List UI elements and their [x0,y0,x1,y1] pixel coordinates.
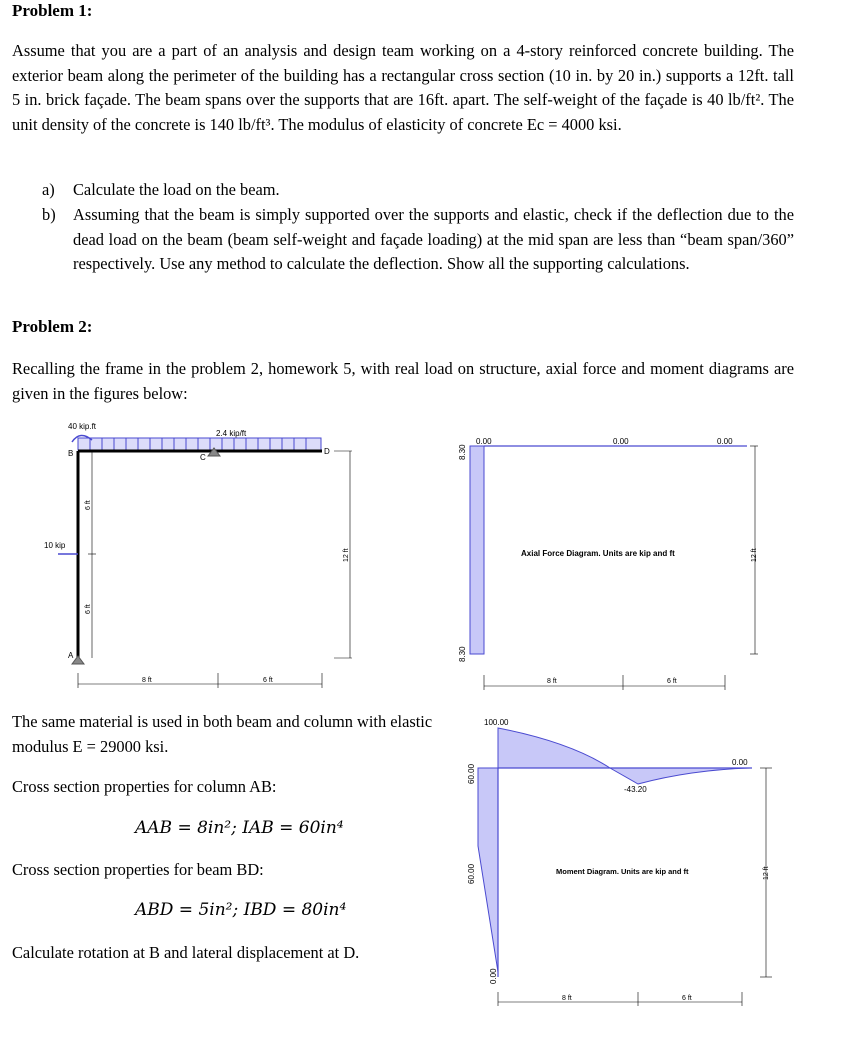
axial-beam-b-value: 0.00 [476,437,492,446]
distributed-load [78,438,321,450]
node-a-label: A [68,651,74,660]
moment-beam-b-value: 100.00 [484,718,509,727]
task-statement: Calculate rotation at B and lateral displacement at D. [12,943,360,962]
moment-col-bottom-value: 0.00 [489,968,498,984]
pin-support-icon [72,656,84,664]
moment-beam-positive-fill [498,728,610,768]
left-span-dimension: 8 ft [142,677,152,684]
axial-beam-d-value: 0.00 [717,437,733,446]
axial-left-span: 8 ft [547,678,557,685]
column-properties-equation: AAB = 8in²; IAB = 60in⁴ [135,818,344,838]
beam-properties-label: Cross section properties for beam BD: [12,860,264,879]
moment-col-top-value: 60.00 [467,763,476,784]
axial-force-figure [455,430,775,692]
moment-figure [460,712,780,1012]
moment-beam-d-value: 0.00 [732,758,748,767]
right-span-dimension: 6 ft [263,677,273,684]
moment-height-dimension: 12 ft [763,866,770,880]
problem-1-heading: Problem 1: [12,1,93,20]
problem-2-heading: Problem 2: [12,317,93,336]
list-item-text: Assuming that the beam is simply supported over the supports and elastic, check if the deflection due to the dead load on the beam (beam self-weight and façade loading) at the mid span are less than “beam span/360” respectively. Use any method to calculate the deflection. Show all the supporting calculations. [73,205,794,274]
node-d-label: D [324,447,330,456]
moment-diagram-title: Moment Diagram. Units are kip and ft [556,867,689,876]
problem-2-intro: Recalling the frame in the problem 2, homework 5, with real load on structure, axial force and moment diagrams are given in the figures below: [12,359,794,403]
moment-label: 40 kip.ft [68,422,97,431]
column-properties-label: Cross section properties for column AB: [12,777,277,796]
node-c-label: C [200,453,206,462]
distributed-load-label: 2.4 kip/ft [216,429,247,438]
moment-beam-c-value: -43.20 [624,785,647,794]
frame-figure [30,418,360,698]
list-item-text: Calculate the load on the beam. [73,180,280,199]
axial-right-span: 6 ft [667,678,677,685]
list-marker: b) [42,205,56,224]
axial-diagram-title: Axial Force Diagram. Units are kip and ft [521,549,675,558]
axial-height-dimension: 12 ft [751,548,758,562]
material-statement: The same material is used in both beam and column with elastic modulus E = 29000 ksi. [12,712,433,756]
moment-right-span: 6 ft [682,995,692,1002]
moment-column-fill [478,768,498,972]
axial-column-fill [470,446,484,654]
height-dimension: 12 ft [343,548,350,562]
beam-properties-equation: ABD = 5in²; IBD = 80in⁴ [135,900,347,920]
list-marker: a) [42,180,55,199]
moment-beam-negative-fill [610,768,750,784]
moment-left-span: 8 ft [562,995,572,1002]
problem-1-intro: Assume that you are a part of an analysis and design team working on a 4-story reinforced concrete building. The exterior beam along the perimeter of the building has a rectangular cross section (10 in. by 20 in.) supports a 12ft. tall 5 in. brick façade. The beam spans over the supports that are 16ft. apart. The self-weight of the façade is 40 lb/ft². The unit density of the concrete is 140 lb/ft³. The modulus of elasticity of concrete Ec = 4000 ksi. [12,41,794,134]
axial-col-top-value: 8.30 [458,444,467,460]
point-load-label: 10 kip [44,541,66,550]
axial-beam-c-value: 0.00 [613,437,629,446]
axial-col-bottom-value: 8.30 [458,646,467,662]
lower-column-dimension: 6 ft [85,604,92,614]
node-b-label: B [68,449,74,458]
upper-column-dimension: 6 ft [85,500,92,510]
moment-col-mid-value: 60.00 [467,863,476,884]
